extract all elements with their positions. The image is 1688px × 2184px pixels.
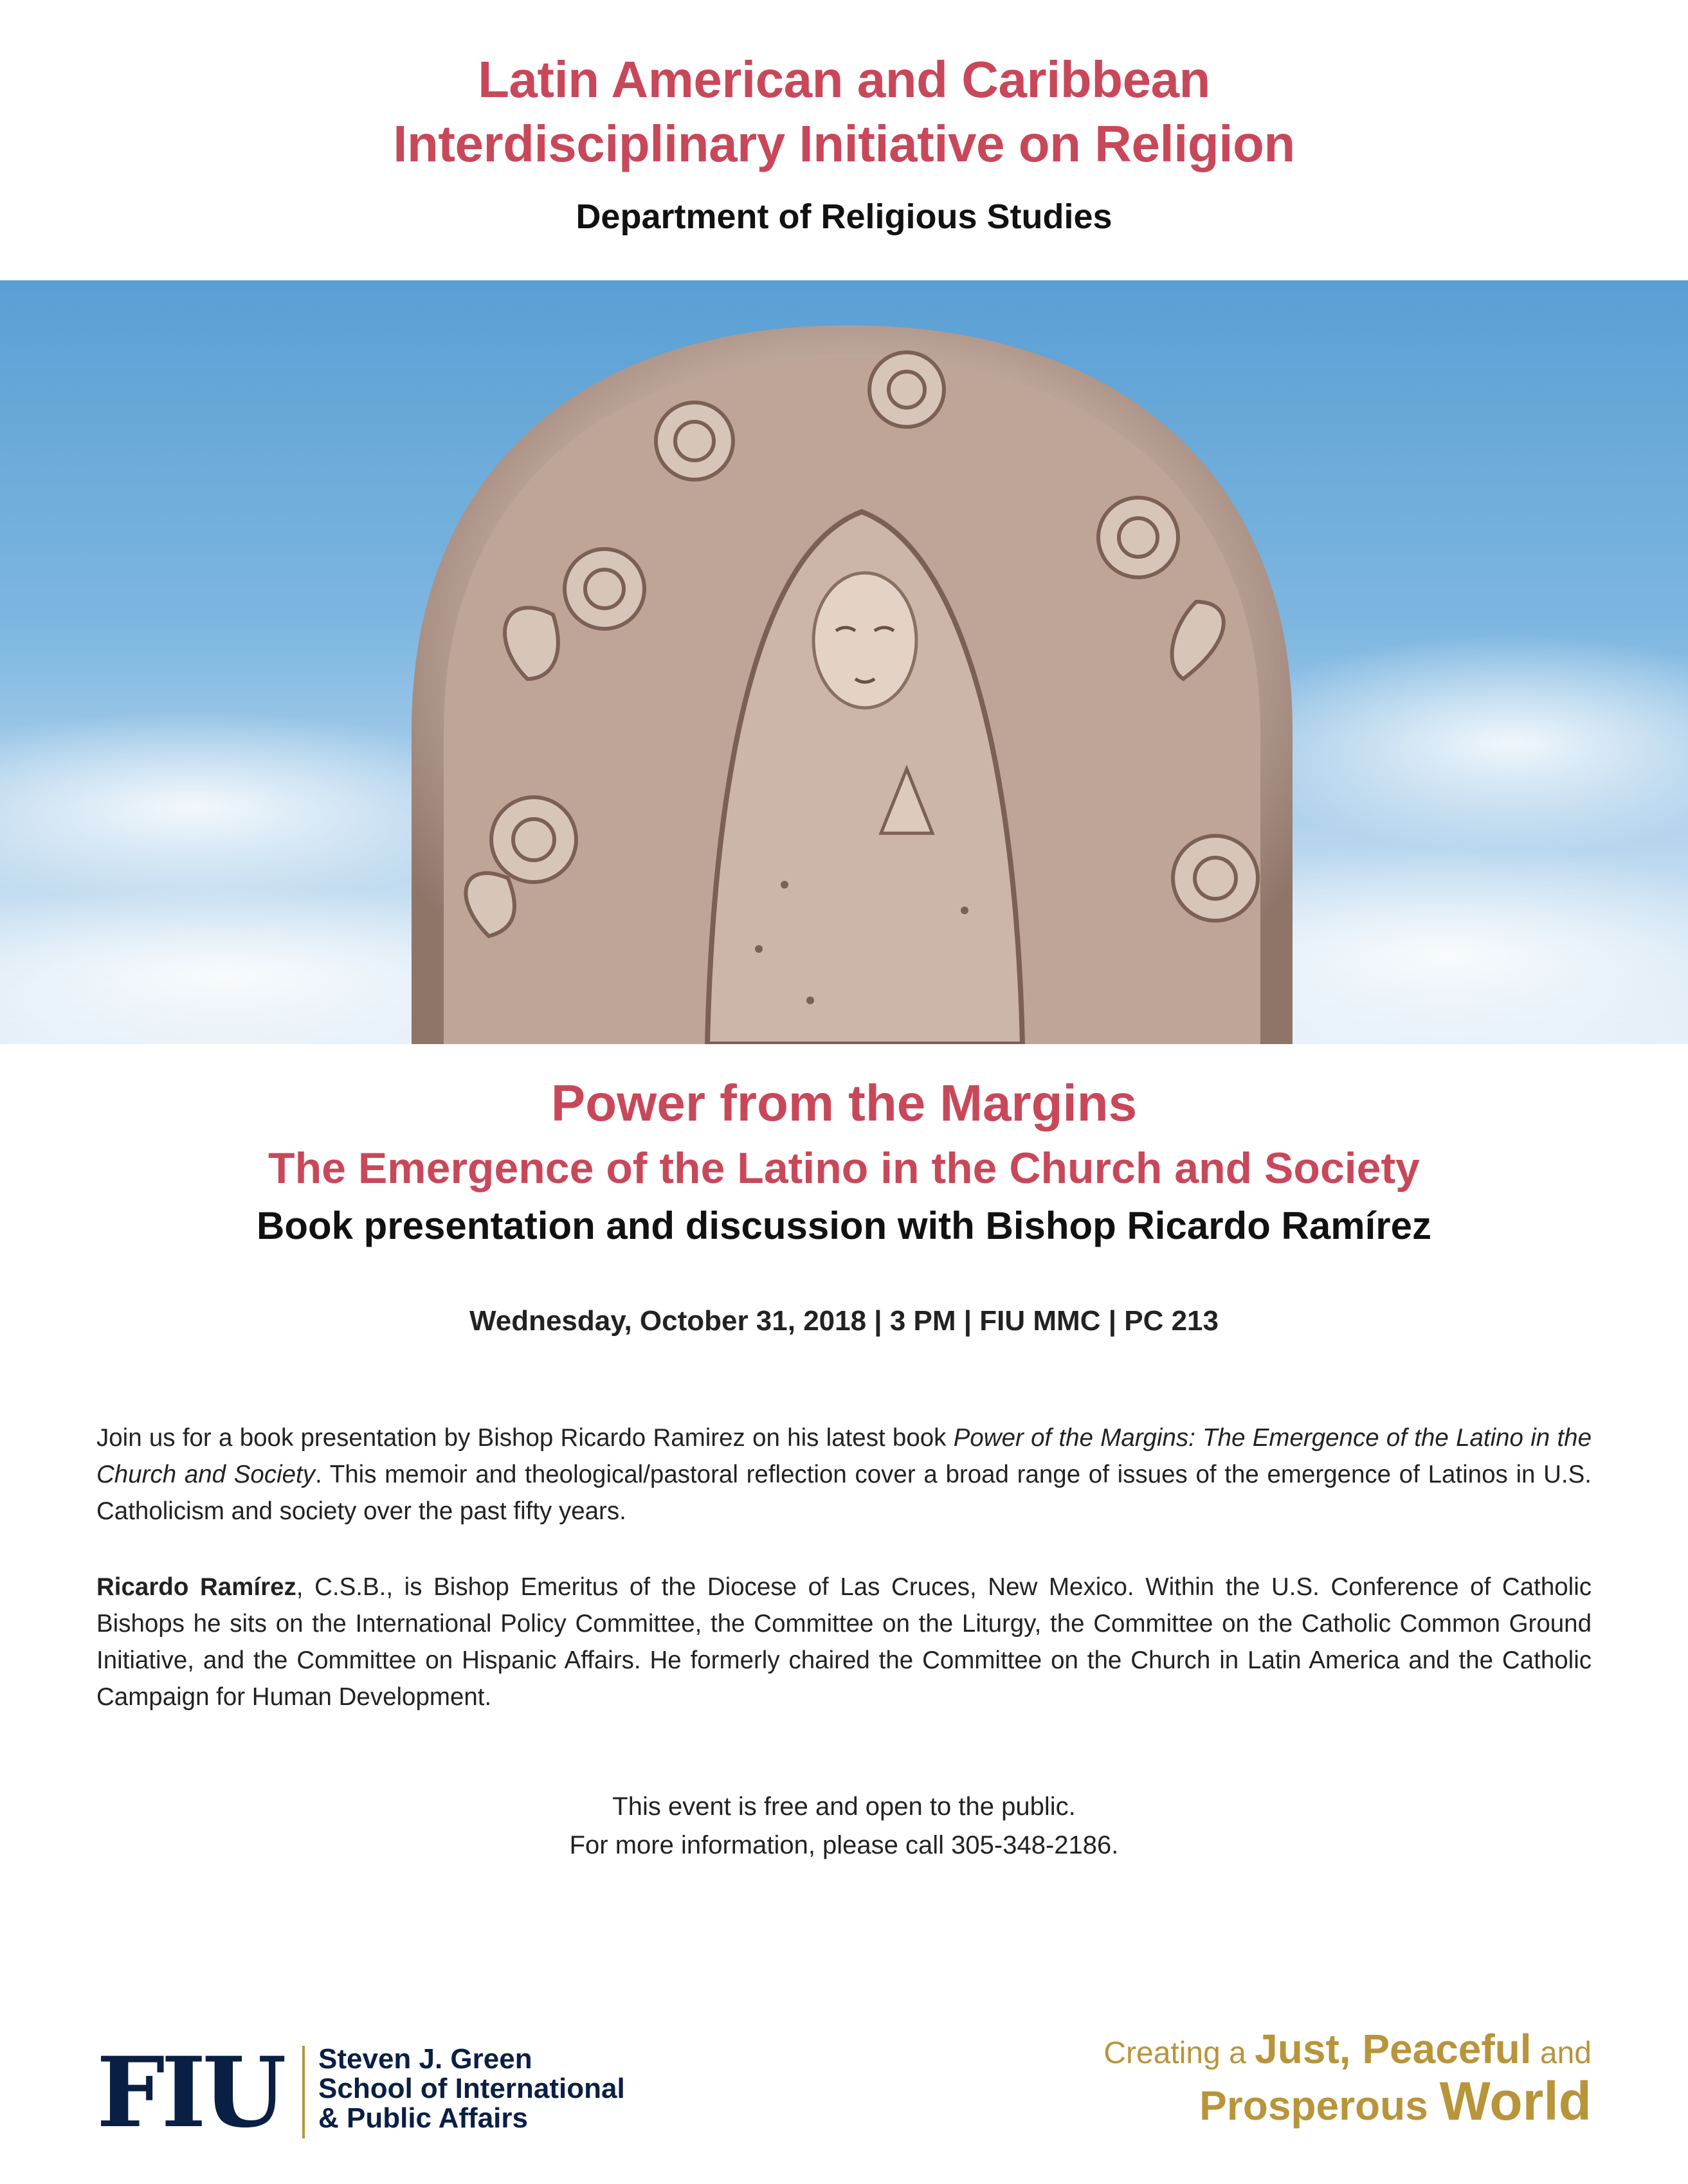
slogan-line-2 xyxy=(1103,2070,1592,2133)
logo-divider xyxy=(302,2046,305,2138)
speaker-bio: , C.S.B., is Bishop Emeritus of the Diocese of Las Cruces, New Mexico. Within the U.S. Conference of Catholic Bishops he sits on the International Policy Committee, the Committee on the Liturgy, the Committee on the Catholic Common Ground Initiative, and the Committee on Hispanic Affairs. He formerly chaired the Committee on the Church in Latin America and the Catholic Campaign for Human Development. xyxy=(96,1573,1592,1711)
p1-rest: . This memoir and theological/pastoral reflection cover a broad range of issues of the emergence of Latinos in U.S. Catholicism and society over the past fifty years. xyxy=(96,1461,1592,1525)
slogan-word-4: Prosperous xyxy=(1199,2082,1440,2129)
slogan-line-1 xyxy=(1103,2025,1592,2073)
school-line-3: & Public Affairs xyxy=(318,2102,528,2134)
speaker-name: Ricardo Ramírez xyxy=(96,1573,296,1601)
event-datetime: Wednesday, October 31, 2018 | 3 PM | FIU MMC | PC 213 xyxy=(469,1305,1219,1337)
fiu-wordmark: FIU xyxy=(96,2036,283,2149)
school-line-1: Steven J. Green xyxy=(318,2043,532,2075)
department-name: Department of Religious Studies xyxy=(576,197,1112,236)
slogan xyxy=(1103,2025,1592,2133)
p1-intro: Join us for a book presentation by Bishop Ricardo Ramirez on his latest book xyxy=(96,1424,954,1452)
book-title: Power of the Margins: The Emergence of the Latino in the Church and Society xyxy=(96,1424,1592,1488)
school-line-2: School of International xyxy=(318,2073,625,2104)
slogan-word-3: and xyxy=(1531,2036,1592,2070)
slogan-word-5: World xyxy=(1439,2071,1592,2131)
event-title: Power from the Margins xyxy=(550,1074,1138,1132)
contact-line: For more information, please call 305-348-2186. xyxy=(569,1831,1119,1859)
slogan-word-2: Just, Peaceful xyxy=(1255,2026,1532,2072)
virgin-statue-image xyxy=(0,280,1688,1044)
event-subtitle: The Emergence of the Latino in the Church and Society xyxy=(268,1144,1420,1193)
description-paragraph-2 xyxy=(96,1569,1592,1715)
header-title-line1: Latin American and Caribbean xyxy=(478,51,1210,108)
hero-image xyxy=(0,280,1688,1044)
description-paragraph-1 xyxy=(96,1420,1592,1530)
slogan-word-1: Creating a xyxy=(1103,2036,1255,2070)
event-info xyxy=(0,1787,1688,1864)
fiu-logo xyxy=(96,2036,675,2149)
free-admission-note: This event is free and open to the public. xyxy=(612,1792,1076,1821)
school-name xyxy=(318,2044,625,2133)
header-title-line2: Interdisciplinary Initiative on Religion xyxy=(393,115,1295,172)
event-tagline: Book presentation and discussion with Bishop Ricardo Ramírez xyxy=(257,1204,1431,1247)
